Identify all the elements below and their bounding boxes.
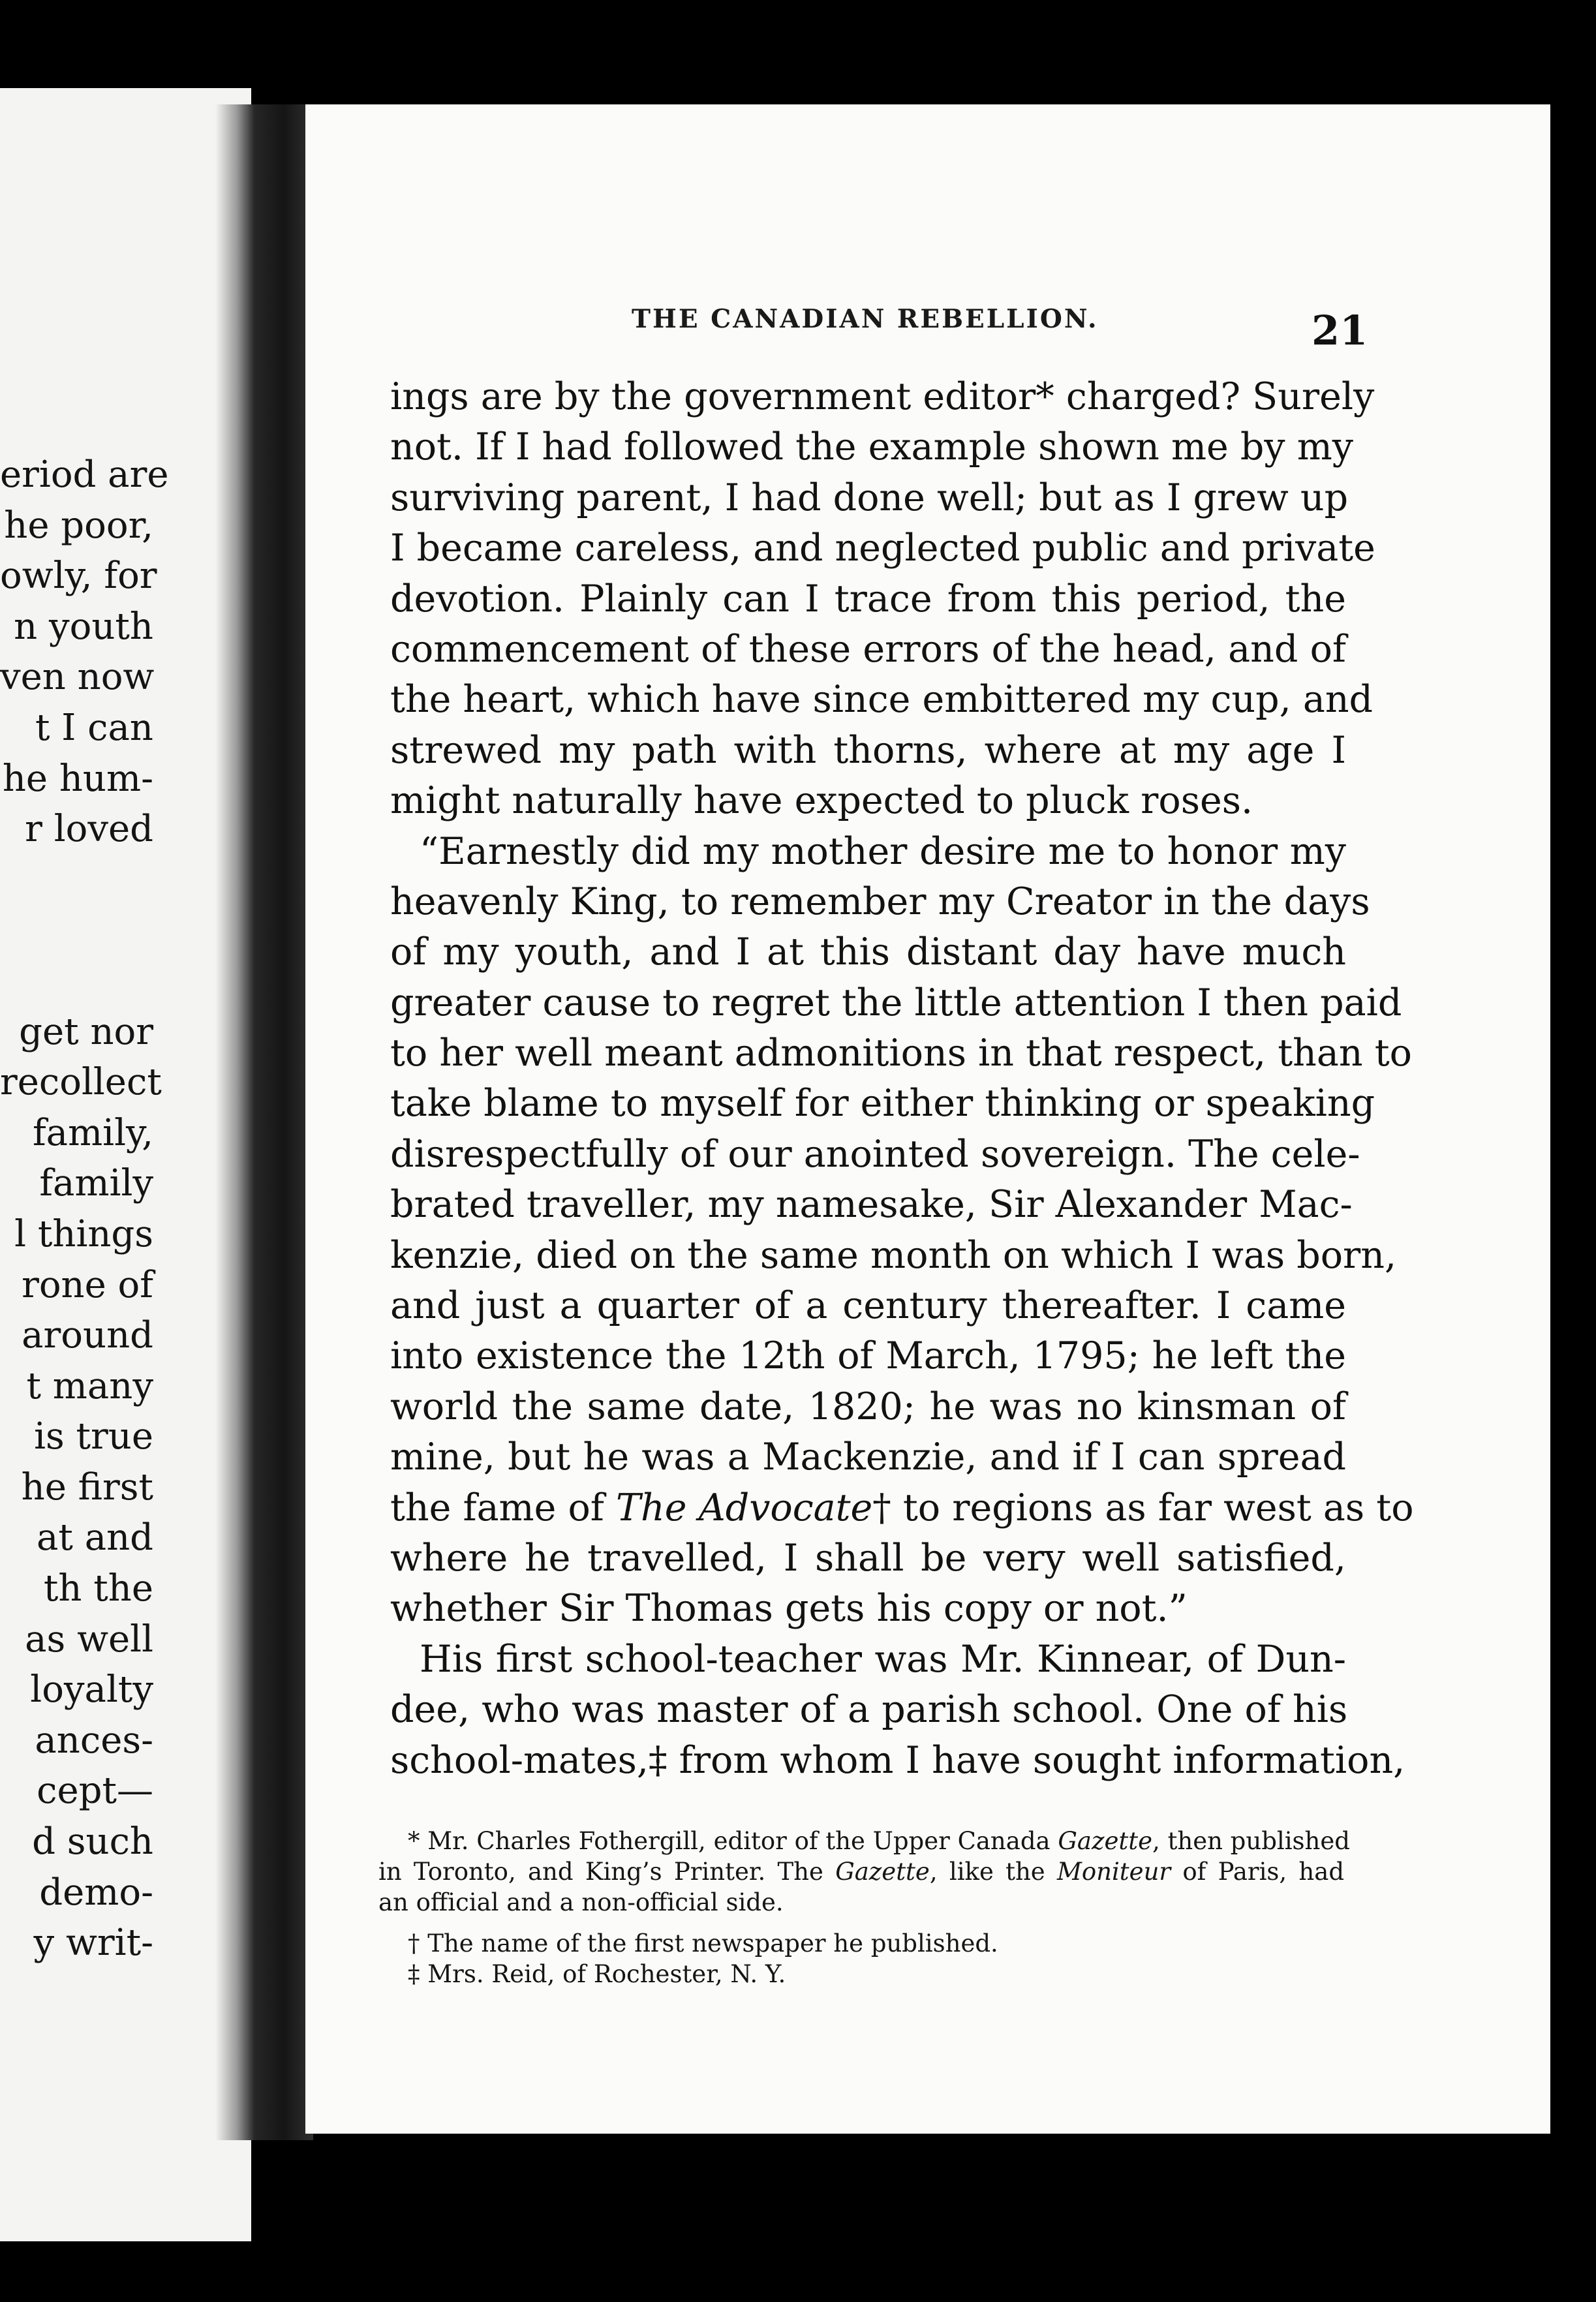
left-page-line: family, [32,1111,153,1154]
left-page-line: t I can [35,706,153,749]
left-page-line: around [22,1314,153,1357]
body-line: devotion. Plainly can I trace from this period, the [390,577,1346,621]
left-page-line: is true [34,1415,153,1458]
left-page-line: cept— [37,1770,153,1813]
left-page-line [0,956,153,1007]
left-page-line: d such [32,1820,153,1864]
left-page-line: owly, for [0,555,157,598]
body-line: where he travelled, I shall be very well satisfied, [390,1536,1346,1580]
left-page-line [0,855,153,906]
left-page-line: he first [21,1466,153,1509]
left-page-line: ances- [35,1719,153,1762]
left-page-line [0,905,153,956]
left-page-text [0,450,169,1969]
body-line: greater cause to regret the little attention I then paid [390,981,1402,1024]
left-page-line: as well [25,1618,153,1661]
footnote-line: ‡ Mrs. Reid, of Rochester, N. Y. [408,1960,786,1988]
footnote-line: an official and a non-official side. [378,1888,784,1916]
body-line: strewed my path with thorns, where at my age I [390,728,1346,772]
left-page-line: y writ- [33,1922,153,1965]
body-line: disrespectfully of our anointed sovereign. The cele- [390,1132,1360,1176]
body-line: the heart, which have since embittered my cup, and [390,678,1373,722]
body-line: surviving parent, I had done well; but as I grew up [390,476,1349,519]
left-page-line: he hum- [2,757,153,800]
body-line: take blame to myself for either thinking or speaking [390,1082,1375,1126]
footnote-line: in Toronto, and King’s Printer. The Gazette, like the Moniteur of Paris, had [378,1858,1345,1886]
left-page-line: eriod are [0,453,169,496]
footnote-line: † The name of the first newspaper he published. [408,1929,998,1957]
body-line: ings are by the government editor* charged? Surely [390,375,1375,418]
page-number: 21 [1312,307,1368,354]
body-line: dee, who was master of a parish school. One of his [390,1688,1348,1732]
body-line: commencement of these errors of the head, and of [390,627,1346,671]
body-line: not. If I had followed the example shown me by my [390,425,1353,469]
body-line: might naturally have expected to pluck roses. [390,779,1253,823]
left-page-line: l things [14,1212,153,1255]
left-page-line: he poor, [4,504,153,547]
body-line: His first school-teacher was Mr. Kinnear, of Dun- [420,1637,1346,1681]
body-line: heavenly King, to remember my Creator in the days [390,880,1370,923]
left-page-line: loyalty [30,1668,153,1711]
body-line: I became careless, and neglected public and private [390,527,1375,570]
body-line: whether Sir Thomas gets his copy or not.” [390,1587,1188,1631]
body-text [390,372,1414,1786]
footnotes [378,1826,1350,1989]
left-page-line: demo- [39,1871,153,1914]
footnote-spacer [378,1918,1344,1928]
left-page-line: recollect [0,1061,162,1104]
body-line: school-mates,‡ from whom I have sought information, [390,1738,1405,1782]
body-line: of my youth, and I at this distant day have much [390,930,1346,974]
left-page-line: get nor [19,1010,153,1053]
running-head: THE CANADIAN REBELLION. [632,304,1099,334]
left-page-line: n youth [14,605,153,648]
left-page-line: r loved [25,808,153,851]
body-line: kenzie, died on the same month on which I was born, [390,1233,1397,1277]
left-page-line: rone of [22,1263,153,1306]
body-line: mine, but he was a Mackenzie, and if I can spread [390,1435,1346,1479]
left-page-line: ven now [0,656,155,699]
left-page-line: t many [26,1364,153,1407]
left-page [0,88,251,2241]
body-line: to her well meant admonitions in that respect, than to [390,1032,1412,1075]
footnote-line: * Mr. Charles Fothergill, editor of the Upper Canada Gazette, then published [408,1827,1350,1855]
body-line: brated traveller, my namesake, Sir Alexander Mac- [390,1183,1353,1227]
left-page-line: family [39,1162,153,1205]
book-gutter-shadow [215,104,313,2140]
body-line: into existence the 12th of March, 1795; he left the [390,1334,1346,1378]
body-line: the fame of The Advocate† to regions as far west as to [390,1486,1414,1529]
body-line: world the same date, 1820; he was no kinsman of [390,1385,1346,1428]
left-page-line: th the [43,1567,153,1610]
body-line: “Earnestly did my mother desire me to honor my [420,829,1346,873]
left-page-line: at and [37,1516,153,1559]
body-line: and just a quarter of a century thereafter. I came [390,1284,1346,1328]
